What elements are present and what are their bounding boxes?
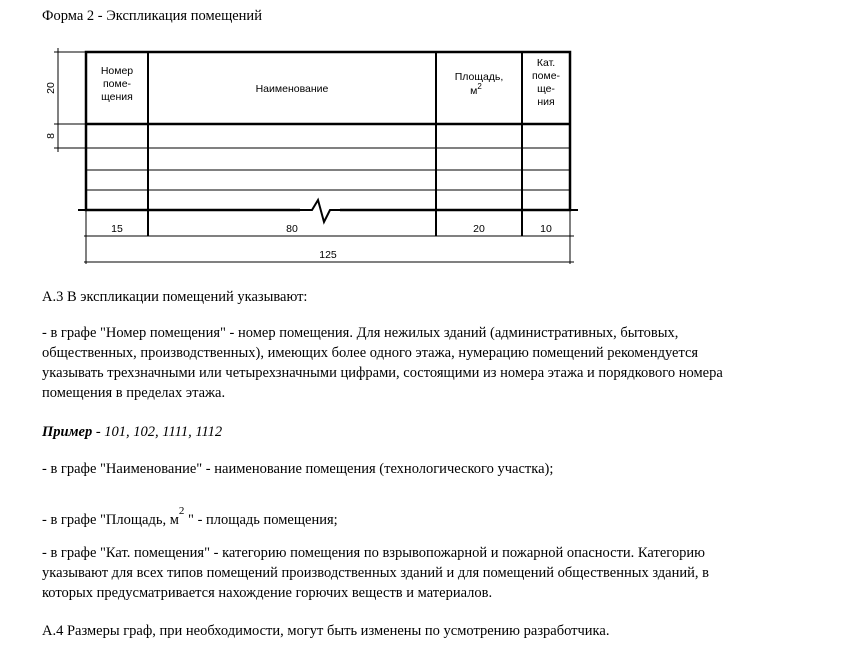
header-category: Кат. поме-ще-ния bbox=[531, 57, 561, 108]
header-room-number: Номер поме-щения bbox=[100, 65, 134, 103]
dim-20: 20 bbox=[473, 223, 485, 235]
example: Пример - 101, 102, 1111, 1112 bbox=[42, 424, 223, 440]
dim-125: 125 bbox=[319, 249, 337, 261]
section-a4: А.4 Размеры граф, при необходимости, могут быть изменены по усмотрению разработчика. bbox=[42, 623, 610, 639]
header-name: Наименование bbox=[255, 83, 329, 95]
dim-80: 80 bbox=[286, 223, 298, 235]
dim-row-height: 8 bbox=[45, 133, 57, 139]
header-area: Площадь, $м^2$ bbox=[454, 71, 504, 97]
dim-header-height: 20 bbox=[45, 82, 57, 94]
explication-table-diagram bbox=[0, 0, 844, 280]
form-title: Форма 2 - Экспликация помещений bbox=[42, 8, 262, 24]
dim-15: 15 bbox=[111, 223, 123, 235]
dim-10: 10 bbox=[540, 223, 552, 235]
area-paragraph: - в графе "Площадь, $м^2$ " - площадь помещения; bbox=[42, 505, 338, 528]
section-a3: А.3 В экспликации помещений указывают: bbox=[42, 289, 308, 305]
